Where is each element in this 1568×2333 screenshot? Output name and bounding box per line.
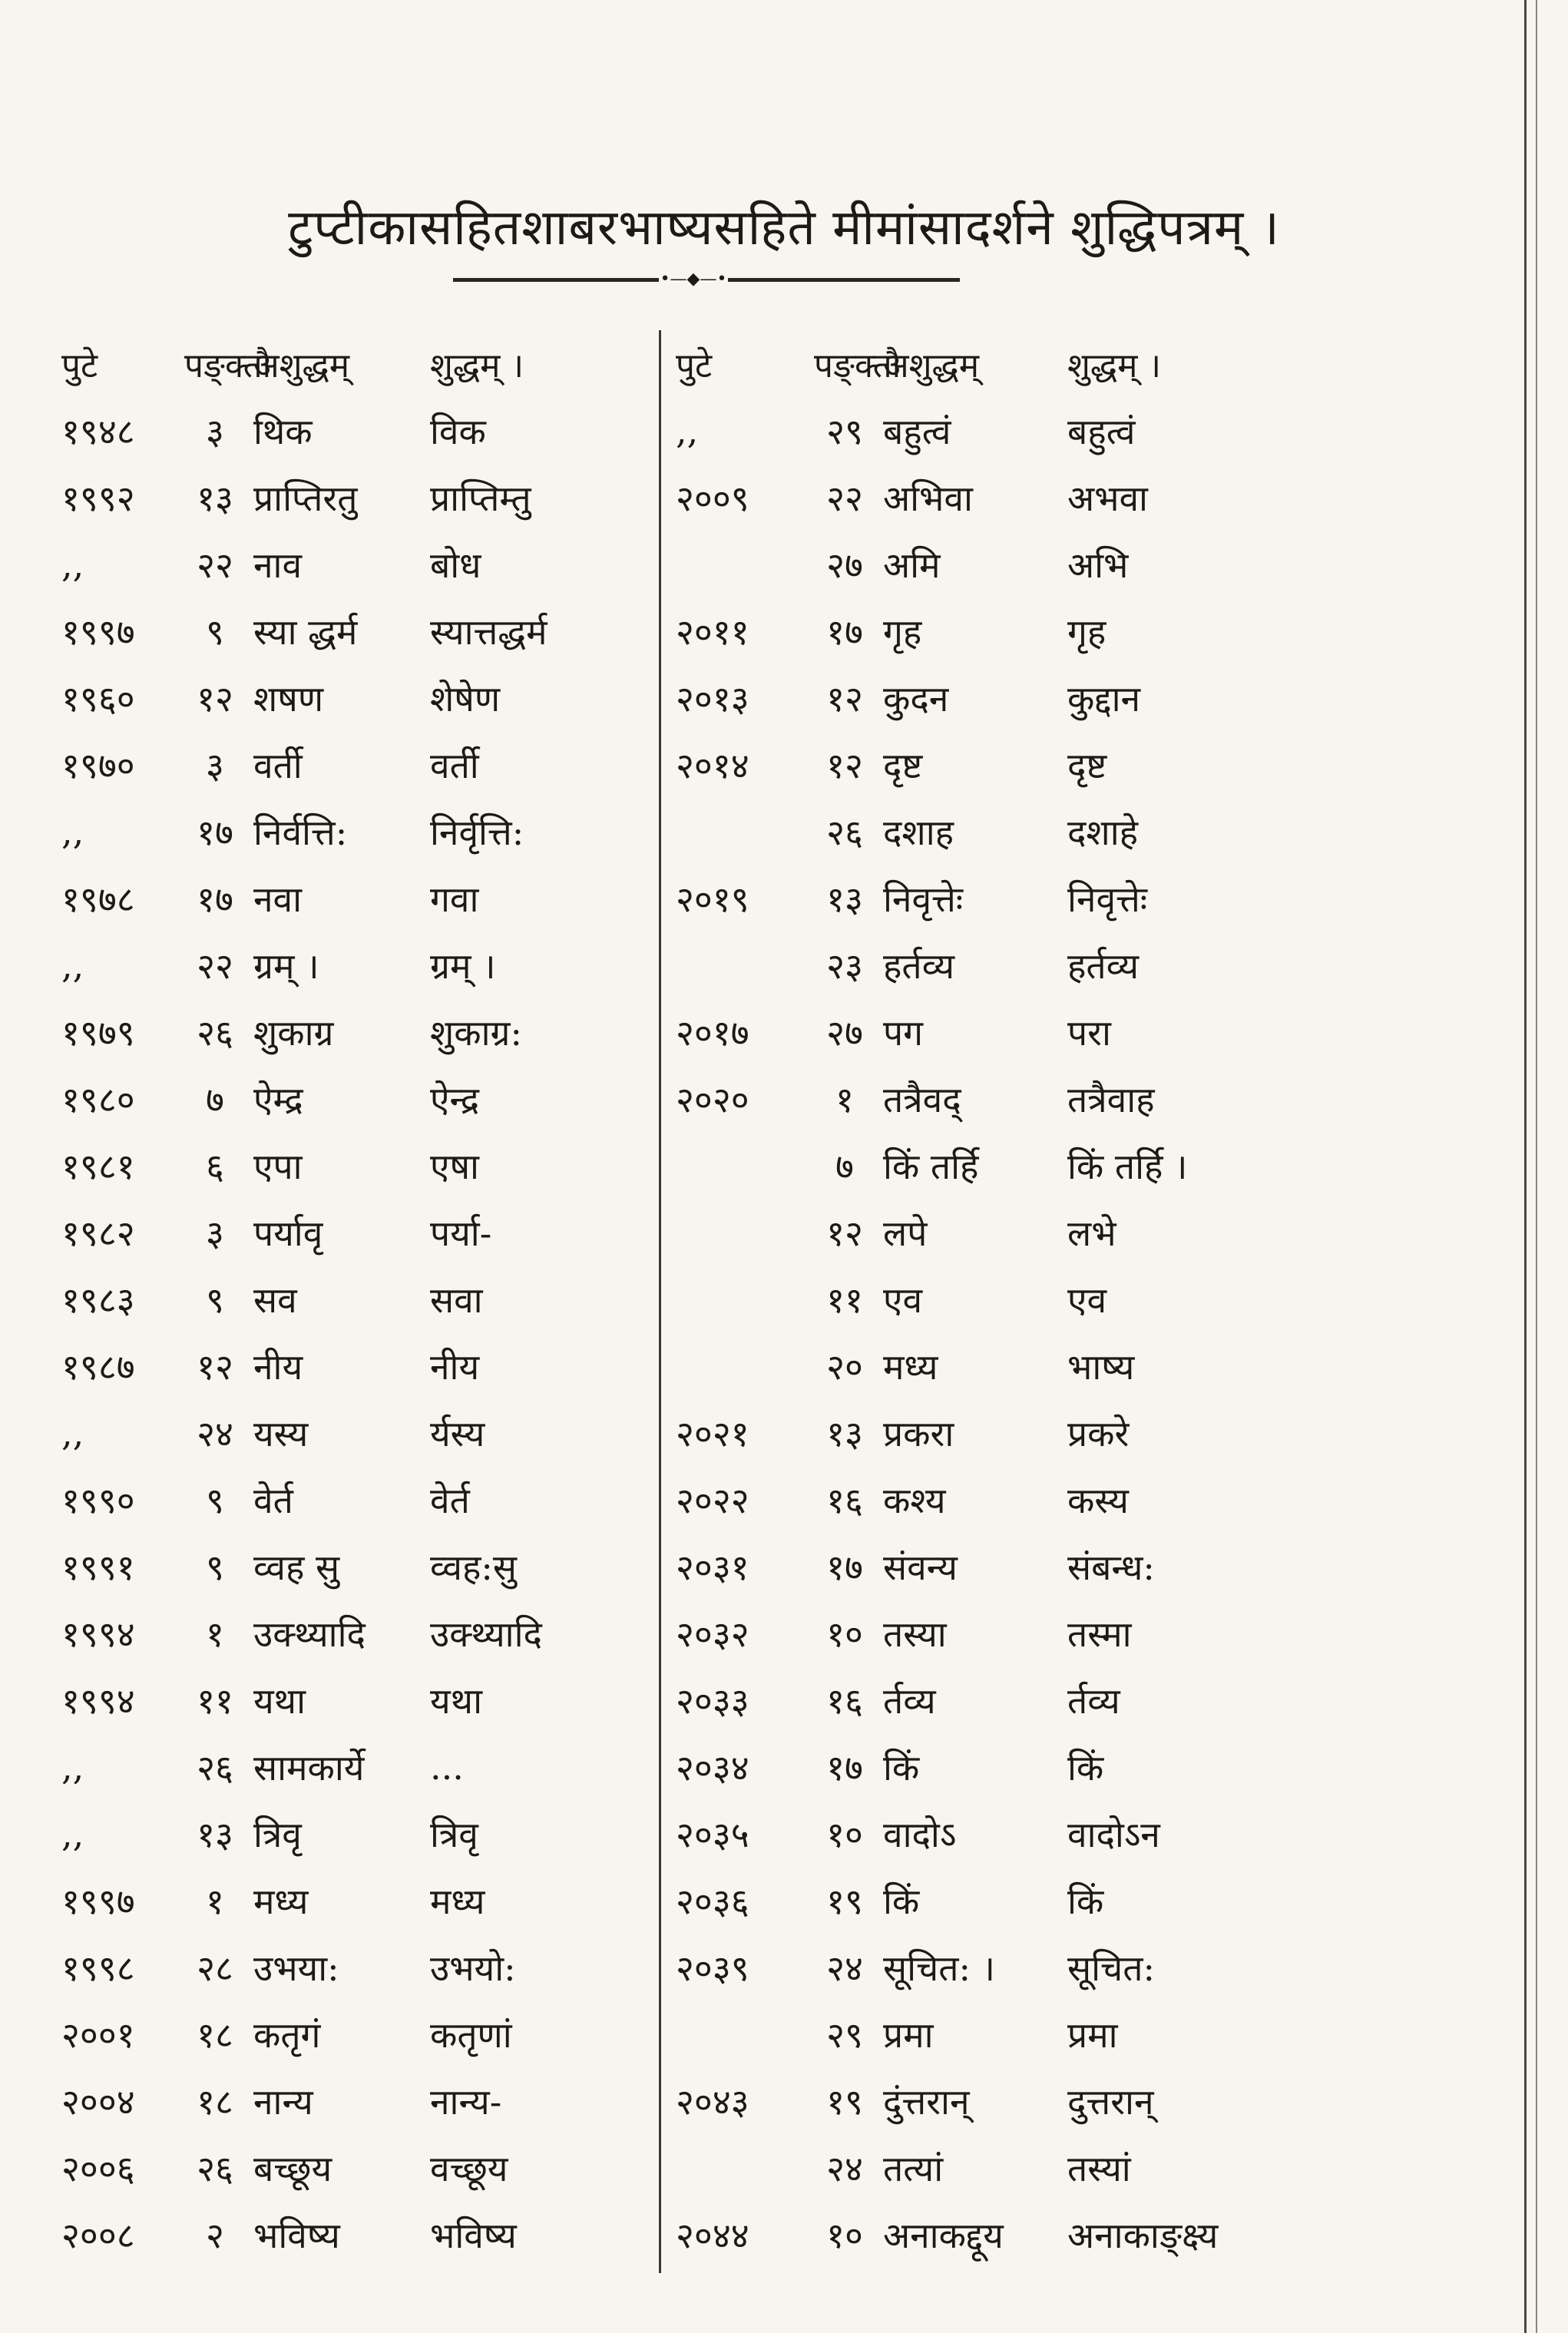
- line-number: २४: [826, 2147, 863, 2189]
- correct-reading: यथा: [430, 1679, 482, 1722]
- errata-row: [676, 798, 1290, 865]
- line-number: २६: [826, 811, 863, 853]
- incorrect-reading: संवन्य: [883, 1546, 958, 1588]
- line-number: ११: [826, 1279, 863, 1321]
- line-number: १०: [826, 2214, 863, 2256]
- correct-reading: परा: [1067, 1011, 1111, 1054]
- incorrect-reading: वादोऽ: [883, 1813, 957, 1855]
- column-header: [61, 330, 645, 397]
- errata-row: [61, 664, 645, 731]
- line-number: २४: [197, 1412, 233, 1454]
- line-number: १०: [826, 1813, 863, 1855]
- incorrect-reading: वेर्त: [253, 1479, 293, 1521]
- errata-row: [61, 932, 645, 998]
- line-number: २७: [826, 544, 863, 586]
- errata-row: [676, 1600, 1290, 1666]
- errata-row: [61, 1132, 645, 1199]
- errata-column-right: [676, 330, 1290, 2268]
- line-number: १: [206, 1880, 224, 1922]
- line-number: ३: [206, 1212, 224, 1254]
- line-number: १३: [197, 477, 233, 519]
- correct-reading: निवृत्तेः: [1067, 878, 1148, 920]
- errata-row: [676, 1466, 1290, 1533]
- errata-row: [61, 1666, 645, 1733]
- page-number: २०३३: [676, 1679, 749, 1722]
- correct-reading: किं: [1067, 1746, 1104, 1789]
- incorrect-reading: सव: [253, 1279, 297, 1321]
- page-number: ,,: [61, 944, 84, 986]
- correct-reading: तत्रैवाह: [1067, 1078, 1155, 1120]
- errata-row: [676, 1132, 1290, 1199]
- incorrect-reading: प्रकरा: [883, 1412, 954, 1454]
- line-number: ९: [206, 611, 224, 653]
- header-correct: शुद्धम् ।: [1067, 346, 1162, 386]
- correct-reading: र्यस्य: [430, 1412, 485, 1454]
- page-number: २०३१: [676, 1546, 749, 1588]
- header-incorrect: अशुद्धम्: [883, 346, 980, 386]
- incorrect-reading: सूचित: ।: [883, 1947, 995, 1989]
- page-number: १९७८: [61, 878, 135, 920]
- errata-row: [61, 2201, 645, 2268]
- incorrect-reading: तत्यां: [883, 2147, 944, 2189]
- correct-reading: त्रिवृ: [430, 1813, 478, 1855]
- line-number: २३: [826, 945, 863, 987]
- correct-reading: प्रकरे: [1067, 1412, 1130, 1454]
- line-number: १०: [826, 1613, 863, 1655]
- incorrect-reading: प्रमा: [883, 2014, 934, 2056]
- errata-row: [676, 932, 1290, 998]
- page-number: २०२१: [676, 1412, 749, 1454]
- incorrect-reading: यथा: [253, 1679, 306, 1722]
- correct-reading: दशाहे: [1067, 811, 1139, 853]
- page-number: १९६०: [61, 677, 135, 720]
- line-number: ३: [206, 410, 224, 452]
- line-number: १७: [197, 878, 233, 920]
- line-number: ९: [206, 1279, 224, 1321]
- line-number: २०: [826, 1345, 863, 1388]
- incorrect-reading: अभिवा: [883, 477, 973, 519]
- incorrect-reading: दुंत्तरान्: [883, 2080, 970, 2123]
- correct-reading: र्तव्य: [1067, 1679, 1120, 1722]
- correct-reading: गृह: [1067, 611, 1107, 653]
- correct-reading: शेषेण: [430, 677, 501, 720]
- errata-row: [61, 531, 645, 597]
- incorrect-reading: मध्य: [883, 1345, 938, 1388]
- incorrect-reading: कतृगं: [253, 2014, 321, 2056]
- errata-row: [61, 798, 645, 865]
- incorrect-reading: प्राप्तिरतु: [253, 477, 358, 519]
- correct-reading: ऐन्द्र: [430, 1078, 480, 1120]
- incorrect-reading: व्वह सु: [253, 1546, 340, 1588]
- errata-row: [676, 531, 1290, 597]
- line-number: १२: [826, 744, 863, 786]
- line-number: १८: [197, 2014, 233, 2056]
- page-number: १९९०: [61, 1479, 135, 1521]
- errata-row: [61, 1332, 645, 1399]
- correct-reading: लभे: [1067, 1212, 1116, 1254]
- errata-row: [61, 397, 645, 464]
- incorrect-reading: किं तर्हि: [883, 1145, 979, 1187]
- errata-row: [676, 1266, 1290, 1332]
- correct-reading: अभवा: [1067, 477, 1148, 519]
- incorrect-reading: एव: [883, 1279, 923, 1321]
- incorrect-reading: र्तव्य: [883, 1679, 936, 1722]
- correct-reading: अनाकाङ्क्ष्य: [1067, 2214, 1219, 2256]
- incorrect-reading: वर्ती: [253, 744, 303, 786]
- line-number: १९: [826, 1880, 863, 1922]
- errata-row: [676, 2067, 1290, 2134]
- header-line: पङ्क्तौ: [814, 346, 901, 386]
- incorrect-reading: किं: [883, 1746, 920, 1789]
- errata-row: [676, 464, 1290, 531]
- incorrect-reading: अनाकद्दूय: [883, 2214, 1004, 2256]
- line-number: ९: [206, 1546, 224, 1588]
- incorrect-reading: तस्या: [883, 1613, 947, 1655]
- incorrect-reading: तत्रैवद्: [883, 1078, 961, 1120]
- incorrect-reading: दृष्ट: [883, 744, 923, 786]
- line-number: २६: [197, 2147, 233, 2189]
- errata-row: [61, 1466, 645, 1533]
- incorrect-reading: कुदन: [883, 677, 949, 720]
- line-number: १३: [197, 1813, 233, 1855]
- correct-reading: हर्तव्य: [1067, 945, 1140, 987]
- line-number: १: [835, 1078, 854, 1120]
- correct-reading: ग्रम् ।: [430, 945, 496, 987]
- line-number: ६: [206, 1145, 224, 1187]
- errata-column-left: [61, 330, 645, 2268]
- correct-reading: कस्य: [1067, 1479, 1129, 1521]
- line-number: ७: [835, 1145, 854, 1187]
- errata-row: [676, 1867, 1290, 1934]
- line-number: १७: [826, 1746, 863, 1789]
- correct-reading: कुद्दान: [1067, 677, 1141, 720]
- errata-row: [61, 1199, 645, 1266]
- page-number: २०१७: [676, 1011, 749, 1054]
- page-number: १९९७: [61, 611, 135, 653]
- line-number: २: [206, 2214, 224, 2256]
- errata-row: [61, 464, 645, 531]
- page-number: १९४८: [61, 410, 135, 452]
- errata-row: [676, 1065, 1290, 1132]
- line-number: १७: [826, 1546, 863, 1588]
- page-number: २०१३: [676, 677, 749, 720]
- errata-row: [61, 1934, 645, 2000]
- column-header: [676, 330, 1290, 397]
- incorrect-reading: उभया:: [253, 1947, 339, 1989]
- errata-row: [676, 2201, 1290, 2268]
- incorrect-reading: किं: [883, 1880, 920, 1922]
- header-page: पुटे: [61, 346, 98, 386]
- errata-row: [676, 731, 1290, 798]
- errata-row: [61, 1867, 645, 1934]
- page-number: २००९: [676, 477, 749, 519]
- page-number: २०२२: [676, 1479, 749, 1521]
- incorrect-reading: पर्यावृ: [253, 1212, 323, 1254]
- page-number: ,,: [61, 543, 84, 585]
- correct-reading: उभयो:: [430, 1947, 516, 1989]
- errata-row: [676, 1399, 1290, 1466]
- errata-row: [676, 2000, 1290, 2067]
- correct-reading: अभि: [1067, 544, 1129, 586]
- incorrect-reading: एपा: [253, 1145, 303, 1187]
- page-edge: [1524, 0, 1527, 2333]
- line-number: १२: [197, 677, 233, 720]
- errata-row: [676, 597, 1290, 664]
- line-number: १६: [826, 1679, 863, 1722]
- line-number: २२: [197, 945, 233, 987]
- page-number: १९८०: [61, 1078, 135, 1120]
- line-number: १७: [826, 611, 863, 653]
- correct-reading: स्यात्तद्धर्म: [430, 611, 547, 653]
- page-number: १९९७: [61, 1880, 135, 1922]
- correct-reading: मध्य: [430, 1880, 485, 1922]
- errata-row: [676, 1533, 1290, 1600]
- page-number: ,,: [61, 1812, 84, 1855]
- incorrect-reading: त्रिवृ: [253, 1813, 302, 1855]
- errata-row: [61, 2134, 645, 2201]
- page-number: ,,: [61, 1411, 84, 1454]
- incorrect-reading: हर्तव्य: [883, 945, 955, 987]
- errata-row: [676, 1934, 1290, 2000]
- correct-reading: एव: [1067, 1279, 1107, 1321]
- line-number: २२: [826, 477, 863, 519]
- page-number: १९७९: [61, 1011, 135, 1054]
- correct-reading: गवा: [430, 878, 479, 920]
- correct-reading: दुत्तरान्: [1067, 2080, 1154, 2123]
- correct-reading: वादोऽन: [1067, 1813, 1160, 1855]
- line-number: २८: [197, 1947, 233, 1989]
- page-number: ,,: [61, 1746, 84, 1788]
- incorrect-reading: भविष्य: [253, 2214, 340, 2256]
- header-line: पङ्क्तौ: [184, 346, 272, 386]
- line-number: १२: [826, 677, 863, 720]
- incorrect-reading: मध्य: [253, 1880, 309, 1922]
- page-number: १९९१: [61, 1546, 135, 1588]
- incorrect-reading: नाव: [253, 544, 303, 586]
- correct-reading: वच्छूय: [430, 2147, 508, 2189]
- correct-reading: कतृणां: [430, 2014, 512, 2056]
- page-number: १९७०: [61, 744, 135, 786]
- incorrect-reading: कश्य: [883, 1479, 946, 1521]
- errata-row: [676, 998, 1290, 1065]
- incorrect-reading: ऐम्द्र: [253, 1078, 303, 1120]
- line-number: २६: [197, 1011, 233, 1054]
- page-number: २०४४: [676, 2214, 749, 2256]
- errata-row: [676, 1666, 1290, 1733]
- correct-reading: उक्थ्यादि: [430, 1613, 542, 1655]
- errata-row: [676, 664, 1290, 731]
- correct-reading: भाष्य: [1067, 1345, 1135, 1388]
- correct-reading: एषा: [430, 1145, 479, 1187]
- errata-row: [676, 865, 1290, 932]
- page-number: २०४३: [676, 2080, 749, 2123]
- correct-reading: विक: [430, 410, 486, 452]
- line-number: ९: [206, 1479, 224, 1521]
- page-number: १९९४: [61, 1613, 135, 1655]
- incorrect-reading: निवृत्तेः: [883, 878, 964, 920]
- page-number: २०३५: [676, 1813, 749, 1855]
- page-number: २०११: [676, 611, 749, 653]
- page-number: १९९८: [61, 1947, 135, 1989]
- correct-reading: भविष्य: [430, 2214, 517, 2256]
- incorrect-reading: नवा: [253, 878, 303, 920]
- errata-row: [676, 1332, 1290, 1399]
- correct-reading: बहुत्वं: [1067, 410, 1136, 452]
- line-number: ३: [206, 744, 224, 786]
- page-number: २००१: [61, 2014, 135, 2056]
- line-number: २४: [826, 1947, 863, 1989]
- incorrect-reading: पग: [883, 1011, 924, 1054]
- page-number: २०१४: [676, 744, 749, 786]
- correct-reading: किं तर्हि ।: [1067, 1145, 1188, 1187]
- header-incorrect: अशुद्धम्: [253, 346, 350, 386]
- incorrect-reading: शषण: [253, 677, 324, 720]
- correct-reading: संबन्ध:: [1067, 1546, 1155, 1588]
- errata-row: [676, 397, 1290, 464]
- page-number: २०१९: [676, 878, 749, 920]
- line-number: २६: [197, 1746, 233, 1789]
- page-number: २०३९: [676, 1947, 749, 1989]
- line-number: १६: [826, 1479, 863, 1521]
- page-number: २००४: [61, 2080, 135, 2123]
- header-correct: शुद्धम् ।: [430, 346, 524, 386]
- page-edge-shadow: [1536, 0, 1537, 2333]
- correct-reading: व्वह:सु: [430, 1546, 518, 1588]
- errata-row: [61, 1533, 645, 1600]
- column-divider: [659, 330, 661, 2273]
- line-number: २९: [826, 2014, 863, 2056]
- rule-ornament: •—◆—•: [660, 270, 727, 289]
- correct-reading: दृष्ट: [1067, 744, 1107, 786]
- page-number: १९९२: [61, 477, 135, 519]
- page-number: १९८१: [61, 1145, 135, 1187]
- incorrect-reading: दशाह: [883, 811, 954, 853]
- errata-row: [676, 2134, 1290, 2201]
- correct-reading: ...: [430, 1746, 464, 1788]
- errata-row: [61, 2000, 645, 2067]
- correct-reading: नीय: [430, 1345, 480, 1388]
- incorrect-reading: निर्वत्ति:: [253, 811, 348, 853]
- correct-reading: निर्वृत्ति:: [430, 811, 524, 853]
- page-number: १९८३: [61, 1279, 135, 1321]
- incorrect-reading: स्या द्धर्म: [253, 611, 358, 653]
- errata-row: [676, 1800, 1290, 1867]
- correct-reading: नान्य-: [430, 2080, 502, 2123]
- errata-row: [676, 1199, 1290, 1266]
- line-number: ११: [197, 1679, 233, 1722]
- incorrect-reading: ग्रम् ।: [253, 945, 319, 987]
- incorrect-reading: लपे: [883, 1212, 928, 1254]
- correct-reading: किं: [1067, 1880, 1104, 1922]
- correct-reading: प्रमा: [1067, 2014, 1118, 2056]
- incorrect-reading: बच्छूय: [253, 2147, 332, 2189]
- errata-row: [61, 731, 645, 798]
- page-number: १९८२: [61, 1212, 135, 1254]
- page-number: २०२०: [676, 1078, 749, 1120]
- line-number: १७: [197, 811, 233, 853]
- page-number: १९८७: [61, 1345, 135, 1388]
- line-number: २७: [826, 1011, 863, 1054]
- correct-reading: वर्ती: [430, 744, 479, 786]
- errata-row: [61, 865, 645, 932]
- line-number: १३: [826, 1412, 863, 1454]
- correct-reading: शुकाग्र:: [430, 1011, 522, 1054]
- page-number: ,,: [61, 810, 84, 852]
- incorrect-reading: अमि: [883, 544, 941, 586]
- line-number: १३: [826, 878, 863, 920]
- line-number: ७: [206, 1078, 224, 1120]
- page-number: २०३२: [676, 1613, 749, 1655]
- correct-reading: तस्यां: [1067, 2147, 1131, 2189]
- page-number: २००६: [61, 2147, 135, 2189]
- line-number: २९: [826, 410, 863, 452]
- incorrect-reading: यस्य: [253, 1412, 309, 1454]
- correct-reading: बोध: [430, 544, 481, 586]
- page-number: २००८: [61, 2214, 135, 2256]
- line-number: १८: [197, 2080, 233, 2123]
- incorrect-reading: सामकार्ये: [253, 1746, 365, 1789]
- correct-reading: पर्या-: [430, 1212, 492, 1254]
- correct-reading: प्राप्तिम्तु: [430, 477, 531, 519]
- correct-reading: सूचित:: [1067, 1947, 1155, 1989]
- line-number: १९: [826, 2080, 863, 2123]
- page-number: ,,: [676, 409, 699, 452]
- incorrect-reading: शुकाग्र: [253, 1011, 334, 1054]
- line-number: १२: [197, 1345, 233, 1388]
- errata-row: [61, 597, 645, 664]
- header-page: पुटे: [676, 346, 713, 386]
- page-number: १९९४: [61, 1679, 135, 1722]
- errata-row: [61, 1399, 645, 1466]
- errata-row: [61, 1733, 645, 1800]
- correct-reading: तस्मा: [1067, 1613, 1132, 1655]
- page-number: २०३४: [676, 1746, 749, 1789]
- errata-row: [61, 1600, 645, 1666]
- errata-row: [61, 1065, 645, 1132]
- errata-row: [61, 1800, 645, 1867]
- incorrect-reading: गृह: [883, 611, 922, 653]
- correct-reading: सवा: [430, 1279, 483, 1321]
- incorrect-reading: उक्थ्यादि: [253, 1613, 366, 1655]
- line-number: १: [206, 1613, 224, 1655]
- line-number: २२: [197, 544, 233, 586]
- correct-reading: वेर्त: [430, 1479, 470, 1521]
- errata-row: [676, 1733, 1290, 1800]
- errata-row: [61, 2067, 645, 2134]
- incorrect-reading: बहुत्वं: [883, 410, 951, 452]
- incorrect-reading: थिक: [253, 410, 313, 452]
- errata-row: [61, 1266, 645, 1332]
- page-title: टुप्टीकासहितशाबरभाष्यसहिते मीमांसादर्शने शुद्धिपत्रम् ।: [288, 200, 1280, 256]
- page-number: २०३६: [676, 1880, 749, 1922]
- errata-row: [61, 998, 645, 1065]
- incorrect-reading: नान्य: [253, 2080, 313, 2123]
- incorrect-reading: नीय: [253, 1345, 303, 1388]
- line-number: १२: [826, 1212, 863, 1254]
